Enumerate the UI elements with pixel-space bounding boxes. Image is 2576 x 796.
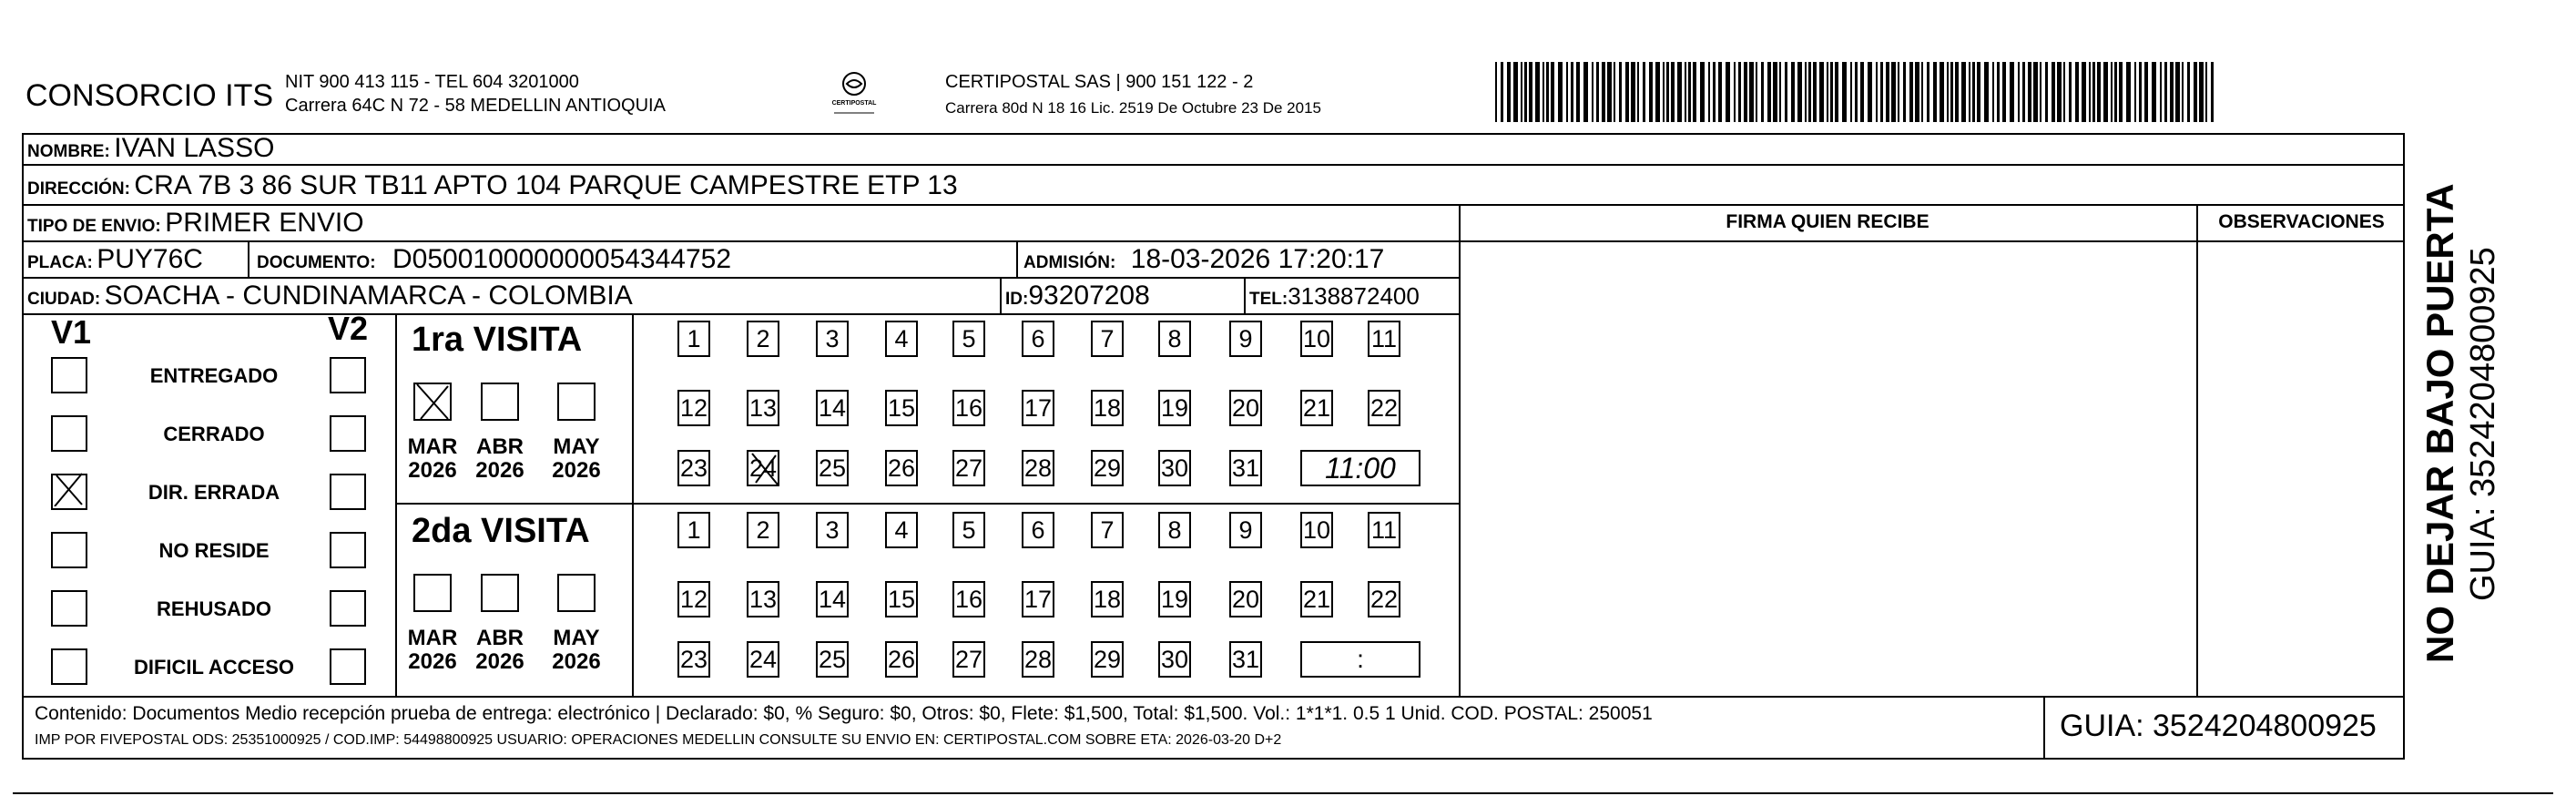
v1-checkbox[interactable] [51, 648, 87, 685]
barcode-bar [1576, 62, 1580, 122]
day-checkbox[interactable]: 15 [885, 390, 918, 426]
barcode-bar [1744, 62, 1747, 122]
company-address: Carrera 64C N 72 - 58 MEDELLIN ANTIOQUIA [285, 96, 666, 116]
barcode-bar [2205, 62, 2207, 122]
certipostal-logo: CERTIPOSTAL [827, 67, 881, 118]
day-checkbox[interactable]: 19 [1158, 390, 1191, 426]
day-checkbox[interactable]: 11 [1368, 512, 1400, 548]
day-checkbox[interactable]: 10 [1300, 512, 1333, 548]
first-visit-time[interactable]: 11:00 [1300, 450, 1420, 486]
barcode-bar [2052, 62, 2055, 122]
v2-checkbox[interactable] [330, 590, 366, 627]
company-name: CONSORCIO ITS [25, 78, 274, 113]
barcode-bar [1643, 62, 1645, 122]
barcode-bar [1921, 62, 1923, 122]
barcode-bar [1566, 62, 1568, 122]
day-checkbox[interactable]: 20 [1229, 390, 1262, 426]
day-checkbox[interactable]: 10 [1300, 321, 1333, 357]
placa-row: PLACA: PUY76C [27, 244, 203, 274]
day-checkbox[interactable]: 22 [1368, 581, 1400, 617]
barcode-bar [1749, 62, 1754, 122]
barcode-bar [1903, 62, 1906, 122]
day-checkbox[interactable]: 17 [1022, 390, 1054, 426]
day-checkbox[interactable]: 1 [677, 321, 710, 357]
barcode-bar [2057, 62, 2062, 122]
tel-value: 3138872400 [1288, 282, 1420, 310]
barcode-bar [1842, 62, 1847, 122]
day-checkbox[interactable]: 23 [677, 450, 710, 486]
v1-checkbox[interactable] [51, 532, 87, 568]
second-visit-title: 2da VISITA [412, 512, 590, 550]
day-checkbox[interactable]: 29 [1091, 450, 1124, 486]
v2-checkbox[interactable] [330, 532, 366, 568]
status-label: ENTREGADO [149, 364, 279, 387]
month-label: MAR 2026 [407, 626, 458, 674]
nombre-value: IVAN LASSO [114, 133, 275, 163]
day-checkbox[interactable]: 3 [816, 321, 849, 357]
nombre-row: NOMBRE: IVAN LASSO [27, 133, 275, 163]
barcode-bar [2199, 62, 2204, 122]
barcode-bar [1718, 62, 1722, 122]
barcode-bar [1726, 62, 1730, 122]
barcode-bar [1805, 62, 1807, 122]
day-checkbox[interactable]: 30 [1158, 450, 1191, 486]
barcode-bar [1791, 62, 1795, 122]
footer-guia: GUIA: 3524204800925 [2060, 709, 2377, 743]
month-label: ABR 2026 [475, 434, 524, 483]
barcode-bar [1649, 62, 1653, 122]
month-label: ABR 2026 [475, 626, 524, 674]
barcode-bar [1700, 62, 1705, 122]
barcode-bar [1940, 62, 1944, 122]
barcode-bar [1592, 62, 1593, 122]
barcode-bar [1543, 62, 1544, 122]
barcode-bar [2069, 62, 2072, 122]
courier-license: Carrera 80d N 18 16 Lic. 2519 De Octubre 23 De 2015 [945, 99, 1321, 117]
barcode [1495, 62, 2224, 122]
barcode-bar [2103, 62, 2108, 122]
tipo-envio-value: PRIMER ENVIO [165, 208, 364, 238]
admision-value: 18-03-2026 17:20:17 [1130, 244, 1385, 274]
barcode-bar [1827, 62, 1828, 122]
barcode-bar [2082, 62, 2086, 122]
barcode-bar [1713, 62, 1716, 122]
barcode-bar [1830, 62, 1833, 122]
barcode-bar [1655, 62, 1660, 122]
month-label: MAR 2026 [407, 434, 458, 483]
barcode-bar [1835, 62, 1838, 122]
barcode-bar [2182, 62, 2184, 122]
day-checkbox[interactable]: 28 [1022, 450, 1054, 486]
barcode-bar [1663, 62, 1665, 122]
observaciones-header: OBSERVACIONES [2218, 211, 2385, 232]
barcode-bar [1813, 62, 1817, 122]
barcode-bar [1708, 62, 1710, 122]
ciudad-row: CIUDAD: SOACHA - CUNDINAMARCA - COLOMBIA [27, 281, 633, 311]
month-checkbox[interactable] [413, 383, 452, 421]
day-checkbox[interactable]: 29 [1091, 641, 1124, 678]
company-nit: NIT 900 413 115 - TEL 604 3201000 [285, 72, 579, 92]
barcode-bar [1614, 62, 1615, 122]
id-row: ID:93207208 [1005, 281, 1150, 311]
v1-checkbox[interactable] [51, 474, 87, 510]
v1-checkbox[interactable] [51, 590, 87, 627]
barcode-bar [1495, 62, 1497, 122]
barcode-bar [1947, 62, 1949, 122]
barcode-bar [2089, 62, 2091, 122]
barcode-bar [1551, 62, 1554, 122]
barcode-bar [1631, 62, 1635, 122]
barcode-bar [2045, 62, 2048, 122]
day-checkbox[interactable]: 7 [1091, 321, 1124, 357]
barcode-bar [2002, 62, 2006, 122]
v2-checkbox[interactable] [330, 474, 366, 510]
v2-checkbox[interactable] [330, 648, 366, 685]
first-visit-title: 1ra VISITA [412, 321, 583, 359]
barcode-bar [2119, 62, 2123, 122]
day-checkbox[interactable]: 4 [885, 321, 918, 357]
barcode-bar [1693, 62, 1696, 122]
barcode-bar [1950, 62, 1953, 122]
barcode-bar [1886, 62, 1889, 122]
id-value: 93207208 [1028, 281, 1150, 311]
day-checkbox[interactable]: 9 [1229, 512, 1262, 548]
barcode-bar [1671, 62, 1675, 122]
status-label: NO RESIDE [158, 539, 270, 562]
barcode-bar [1507, 62, 1511, 122]
barcode-bar [1909, 62, 1913, 122]
month-checkbox[interactable] [481, 383, 519, 421]
barcode-bar [1677, 62, 1682, 122]
day-checkbox[interactable]: 26 [885, 641, 918, 678]
day-checkbox[interactable]: 21 [1300, 581, 1333, 617]
day-checkbox[interactable]: 8 [1158, 512, 1191, 548]
documento-row: DOCUMENTO: D050010000000054344752 [257, 244, 732, 274]
barcode-bar [1535, 62, 1540, 122]
side-warning: NO DEJAR BAJO PUERTA [2418, 183, 2461, 663]
imp-text: IMP POR FIVEPOSTAL ODS: 25351000925 / COD.IMP: 54498800925 USUARIO: OPERACIONES MEDELLIN CONSULTE SU ENVIO EN: CERTIPOSTAL.COM SOBRE ETA: 2026-03-20 D+2 [35, 732, 1282, 748]
barcode-bar [1898, 62, 1899, 122]
barcode-bar [1546, 62, 1549, 122]
barcode-bar [1876, 62, 1878, 122]
barcode-bar [1529, 62, 1532, 122]
day-checkbox[interactable]: 16 [952, 390, 985, 426]
day-checkbox[interactable]: 14 [816, 390, 849, 426]
v1-checkbox[interactable] [51, 357, 87, 393]
day-checkbox[interactable]: 30 [1158, 641, 1191, 678]
barcode-bar [1819, 62, 1824, 122]
day-checkbox[interactable]: 25 [816, 641, 849, 678]
day-checkbox[interactable]: 31 [1229, 641, 1262, 678]
barcode-bar [1868, 62, 1872, 122]
barcode-bar [2075, 62, 2079, 122]
side-guia: GUIA: 3524204800925 [2464, 247, 2502, 601]
barcode-bar [1880, 62, 1883, 122]
placa-value: PUY76C [97, 244, 203, 274]
barcode-bar [1773, 62, 1777, 122]
documento-value: D050010000000054344752 [392, 244, 732, 274]
status-label: REHUSADO [157, 597, 271, 620]
barcode-bar [2170, 62, 2174, 122]
barcode-bar [1619, 62, 1622, 122]
day-checkbox[interactable]: 5 [952, 512, 985, 548]
day-checkbox[interactable]: 11 [1368, 321, 1400, 357]
barcode-bar [1785, 62, 1787, 122]
month-label: MAY 2026 [552, 434, 601, 483]
day-checkbox[interactable]: 19 [1158, 581, 1191, 617]
tipo-envio-row: TIPO DE ENVIO: PRIMER ENVIO [27, 208, 364, 238]
v2-label: V2 [328, 310, 369, 347]
day-checkbox[interactable]: 24 [747, 450, 779, 486]
barcode-bar [2022, 62, 2025, 122]
barcode-bar [2033, 62, 2038, 122]
barcode-bar [2211, 62, 2214, 122]
day-checkbox[interactable]: 24 [747, 641, 779, 678]
second-visit-time[interactable]: : [1300, 641, 1420, 678]
barcode-bar [2164, 62, 2167, 122]
day-checkbox[interactable]: 3 [816, 512, 849, 548]
barcode-bar [1596, 62, 1599, 122]
month-checkbox[interactable] [557, 574, 596, 612]
day-checkbox[interactable]: 26 [885, 450, 918, 486]
day-checkbox[interactable]: 9 [1229, 321, 1262, 357]
barcode-bar [1955, 62, 1959, 122]
day-checkbox[interactable]: 17 [1022, 581, 1054, 617]
barcode-bar [1797, 62, 1802, 122]
v1-checkbox[interactable] [51, 415, 87, 452]
month-checkbox[interactable] [557, 383, 596, 421]
barcode-bar [1977, 62, 1980, 122]
barcode-bar [1915, 62, 1919, 122]
barcode-bar [1808, 62, 1811, 122]
barcode-bar [1855, 62, 1858, 122]
day-checkbox[interactable]: 13 [747, 390, 779, 426]
day-checkbox[interactable]: 8 [1158, 321, 1191, 357]
day-checkbox[interactable]: 2 [747, 321, 779, 357]
barcode-bar [2010, 62, 2014, 122]
barcode-bar [1767, 62, 1771, 122]
day-checkbox[interactable]: 12 [677, 581, 710, 617]
barcode-bar [1850, 62, 1852, 122]
barcode-bar [1997, 62, 2000, 122]
day-checkbox[interactable]: 27 [952, 450, 985, 486]
firma-header: FIRMA QUIEN RECIBE [1726, 211, 1929, 232]
month-label: MAY 2026 [552, 626, 601, 674]
barcode-bar [1666, 62, 1669, 122]
barcode-bar [2111, 62, 2113, 122]
barcode-bar [1738, 62, 1741, 122]
barcode-bar [2139, 62, 2142, 122]
month-checkbox[interactable] [413, 574, 452, 612]
day-checkbox[interactable]: 28 [1022, 641, 1054, 678]
v2-checkbox[interactable] [330, 357, 366, 393]
barcode-bar [2194, 62, 2197, 122]
day-checkbox[interactable]: 6 [1022, 321, 1054, 357]
ciudad-value: SOACHA - CUNDINAMARCA - COLOMBIA [104, 281, 633, 311]
day-checkbox[interactable]: 20 [1229, 581, 1262, 617]
day-checkbox[interactable]: 23 [677, 641, 710, 678]
barcode-bar [1779, 62, 1781, 122]
day-checkbox[interactable]: 31 [1229, 450, 1262, 486]
barcode-bar [2134, 62, 2136, 122]
barcode-bar [1558, 62, 1563, 122]
barcode-bar [1524, 62, 1527, 122]
day-checkbox[interactable]: 25 [816, 450, 849, 486]
barcode-bar [2040, 62, 2041, 122]
barcode-bar [2097, 62, 2101, 122]
barcode-bar [1513, 62, 1518, 122]
barcode-bar [2018, 62, 2020, 122]
barcode-bar [2144, 62, 2148, 122]
day-checkbox[interactable]: 16 [952, 581, 985, 617]
day-checkbox[interactable]: 14 [816, 581, 849, 617]
barcode-bar [1583, 62, 1588, 122]
barcode-bar [1521, 62, 1522, 122]
day-checkbox[interactable]: 7 [1091, 512, 1124, 548]
barcode-bar [1992, 62, 1994, 122]
direccion-value: CRA 7B 3 86 SUR TB11 APTO 104 PARQUE CAMPESTRE ETP 13 [134, 170, 958, 200]
barcode-bar [1761, 62, 1764, 122]
barcode-bar [2126, 62, 2131, 122]
barcode-bar [1961, 62, 1966, 122]
barcode-bar [2063, 62, 2065, 122]
barcode-bar [1860, 62, 1864, 122]
barcode-bar [1933, 62, 1937, 122]
day-checkbox[interactable]: 15 [885, 581, 918, 617]
barcode-bar [1685, 62, 1686, 122]
day-checkbox[interactable]: 13 [747, 581, 779, 617]
v1-label: V1 [51, 313, 92, 351]
barcode-bar [2114, 62, 2117, 122]
barcode-bar [1571, 62, 1573, 122]
direccion-row: DIRECCIÓN: CRA 7B 3 86 SUR TB11 APTO 104 PARQUE CAMPESTRE ETP 13 [27, 170, 958, 200]
day-checkbox[interactable]: 4 [885, 512, 918, 548]
barcode-bar [1927, 62, 1929, 122]
barcode-bar [1891, 62, 1896, 122]
status-label: CERRADO [163, 423, 265, 445]
day-checkbox[interactable]: 22 [1368, 390, 1400, 426]
day-checkbox[interactable]: 6 [1022, 512, 1054, 548]
month-checkbox[interactable] [481, 574, 519, 612]
barcode-bar [1607, 62, 1612, 122]
barcode-bar [2175, 62, 2180, 122]
status-label: DIR. ERRADA [148, 481, 280, 504]
admision-row: ADMISIÓN: 18-03-2026 17:20:17 [1023, 244, 1385, 274]
day-checkbox[interactable]: 5 [952, 321, 985, 357]
day-checkbox[interactable]: 1 [677, 512, 710, 548]
barcode-bar [1756, 62, 1757, 122]
barcode-bar [1602, 62, 1605, 122]
barcode-bar [1637, 62, 1639, 122]
barcode-bar [1501, 62, 1503, 122]
barcode-bar [2152, 62, 2156, 122]
barcode-bar [2028, 62, 2031, 122]
barcode-bar [2187, 62, 2190, 122]
day-checkbox[interactable]: 18 [1091, 581, 1124, 617]
courier-name: CERTIPOSTAL SAS | 900 151 122 - 2 [945, 72, 1254, 92]
day-checkbox[interactable]: 12 [677, 390, 710, 426]
status-label: DIFICIL ACCESO [133, 656, 294, 679]
tel-row: TEL:3138872400 [1249, 282, 1420, 310]
day-checkbox[interactable]: 18 [1091, 390, 1124, 426]
v2-checkbox[interactable] [330, 415, 366, 452]
barcode-bar [1972, 62, 1975, 122]
barcode-bar [1625, 62, 1629, 122]
barcode-bar [1688, 62, 1691, 122]
contenido-text: Contenido: Documentos Medio recepción prueba de entrega: electrónico | Declarado: $0, % Seguro: $0, Otros: $0, Flete: $1,500, Total: $1,500. Vol.: 1*1*1. 0.5 1 Unid. COD. POSTAL: 250051 [35, 703, 1653, 724]
barcode-bar [2160, 62, 2162, 122]
day-checkbox[interactable]: 21 [1300, 390, 1333, 426]
day-checkbox[interactable]: 2 [747, 512, 779, 548]
barcode-bar [1969, 62, 1970, 122]
barcode-bar [2092, 62, 2095, 122]
barcode-bar [1984, 62, 1989, 122]
day-checkbox[interactable]: 27 [952, 641, 985, 678]
barcode-bar [1734, 62, 1736, 122]
